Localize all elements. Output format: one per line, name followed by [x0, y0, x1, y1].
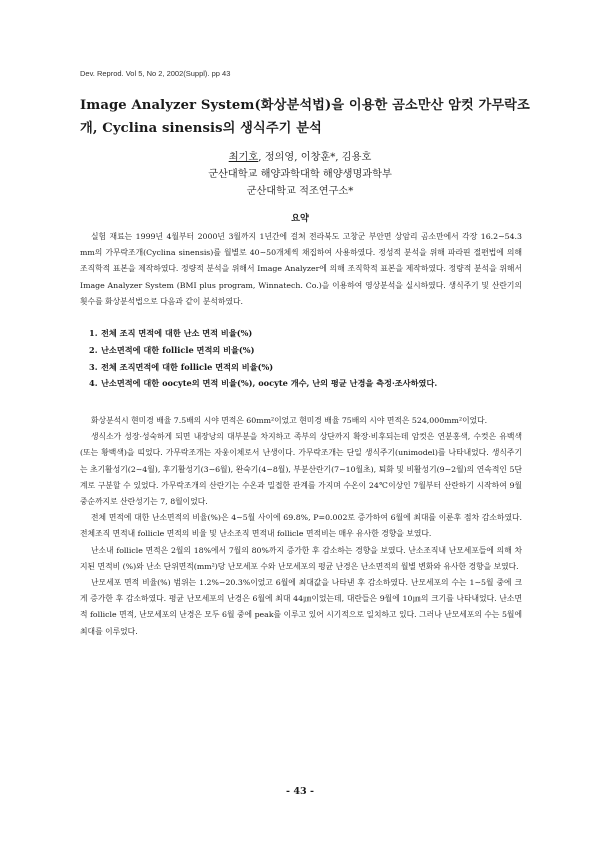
co-authors: , 정의영, 이창훈*, 김용호 — [258, 152, 372, 163]
analysis-item — [89, 359, 519, 376]
item-text: 난소면적에 대한 oocyte의 면적 비율(%), oocyte 개수, 난의 평균 난경을 측정·조사하였다. — [101, 378, 438, 389]
item-text: 난소면적에 대한 follicle 면적의 비율(%) — [101, 344, 255, 355]
analysis-item — [89, 342, 519, 359]
analysis-item — [89, 325, 519, 342]
body-paragraph-block — [80, 413, 522, 640]
affiliation-2: 군산대학교 적조연구소* — [246, 186, 354, 197]
item-number: 4. — [89, 378, 98, 389]
first-author: 최기호 — [228, 152, 259, 163]
title-line-1: Image Analyzer System(화상분석법)을 이용한 곰소만산 암컷 가무락조 — [80, 98, 530, 113]
analysis-item-list — [89, 325, 519, 392]
abstract-heading: 요약 — [291, 213, 309, 224]
paper-title — [80, 94, 530, 140]
body-paragraph: 전체 면적에 대한 난소면적의 비율(%)은 4∼5월 사이에 69.8%, P=0.002로 증가하여 6월에 최대를 이룬후 점차 감소하였다. 전체조직 면적내 follicle 면적의 비율 및 난소조직 면적내 follicle 면적비는 매우 유사한 경향을 보였다. — [80, 513, 522, 539]
item-number: 2. — [89, 344, 98, 355]
item-text: 전체 조직면적에 대한 follicle 면적의 비율(%) — [101, 361, 274, 372]
intro-paragraph: 실험 재료는 1999년 4월부터 2000년 3월까지 1년간에 걸쳐 전라북도 고창군 부안면 상암리 곰소만에서 각장 16.2∼54.3 mm의 가무락조개(Cyclina sinensis)를 월별로 40∼50개체씩 채집하여 사용하였다. 정성적 분석을 위해 파라핀 절편법에 의해 조직학적 표본을 제작하였다. 정량적 분석을 위해서 Image Analyzer에 의해 조직학적 표본을 제작하였다. 정량적 분석을 위해서 Image Analyzer System (BMI plus program, Winnatech. Co.)을 이용하여 영상분석을 실시하였다. 생식주기 및 산란기의 횟수를 화상분석법으로 다음과 같이 분석하였다. — [80, 232, 522, 306]
body-paragraph: 생식소가 성장·성숙하게 되면 내장낭의 대부분을 차지하고 족부의 상단까지 확장·비후되는데 암컷은 연분홍색, 수컷은 유백색(또는 황백색)을 띠었다. 가무락조개는 자웅이체로서 난생이다. 가무락조개는 단일 생식주기(unimodel)를 나타내었다. 생식주기는 초기활성기(2∼4월), 후기활성기(3∼6월), 완숙기(4∼8월), 부분산란기(7∼10월초), 퇴화 및 비활성기(9∼2월)의 연속적인 5단계로 구분할 수 있었다. 가무락조개의 산란기는 수온과 밀접한 관계를 가지며 수온이 24℃이상인 7월부터 산란하기 시작하여 9월 중순까지로 산란성기는 7, 8월이었다. — [80, 432, 522, 507]
affiliation-1: 군산대학교 해양과학대학 해양생명과학부 — [208, 169, 392, 180]
title-line-2: 개, Cyclina sinensis의 생식주기 분석 — [80, 121, 322, 136]
author-list — [0, 149, 600, 166]
page-number: - 43 - — [286, 786, 314, 797]
journal-reference: Dev. Reprod. Vol 5, No 2, 2002(Suppl). pp 43 — [80, 69, 231, 78]
item-text: 전체 조직 면적에 대한 난소 면적 비율(%) — [101, 328, 253, 338]
author-block — [0, 149, 600, 200]
item-number: 1. — [89, 328, 98, 338]
body-paragraph: 화상분석시 현미경 배율 7.5배의 시야 면적은 60mm²이었고 현미경 배율 75배의 시야 면적은 524,000mm²이었다. — [91, 416, 488, 425]
body-paragraph: 난소내 follicle 면적은 2월의 18%에서 7월의 80%까지 증가한 후 감소하는 경향을 보였다. 난소조직내 난모세포들에 의해 차지된 면적비 (%)와 난소 단위면적(mm²)당 난모세포 수와 난모세포의 평균 난경은 난소면적의 월별 변화와 유사한 경향을 보였다. — [80, 545, 522, 571]
intro-paragraph-block — [80, 229, 522, 310]
item-number: 3. — [89, 361, 98, 372]
analysis-item — [89, 375, 519, 392]
body-paragraph: 난모세포 면적 비율(%) 범위는 1.2%∼20.3%이었고 6월에 최대값을 나타낸 후 감소하였다. 난모세포의 수는 1∼5월 중에 크게 증가한 후 감소하였다. 평균 난모세포의 난경은 6월에 최대 44㎛이었는데, 대란들은 9월에 10㎛의 크기를 나타내었다. 난소면적 follicle 면적, 난모세포의 난경은 모두 6월 중에 peak를 이루고 있어 시기적으로 일치하고 있다. 그러나 난모세포의 수는 5월에 최대를 이루었다. — [80, 578, 522, 636]
